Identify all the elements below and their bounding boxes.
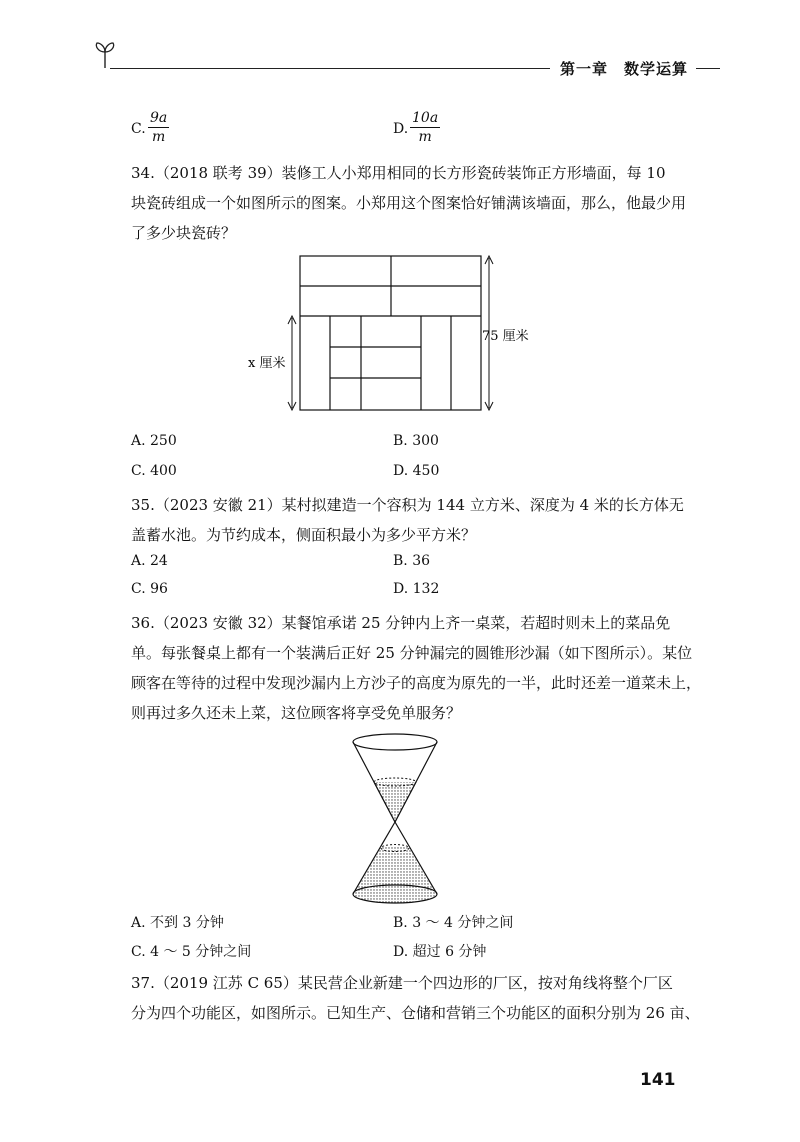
tile-pattern-figure	[248, 250, 529, 420]
q37-line-2: 分为四个功能区，如图所示。已知生产、仓储和营销三个功能区的面积分别为 26 亩、	[131, 1004, 700, 1022]
x-cm-label: x 厘米	[248, 356, 286, 371]
option-c-label: C.	[131, 121, 146, 137]
option-d-label: D.	[393, 121, 409, 137]
sprout-icon	[92, 40, 118, 70]
q36-option-c: C. 4 ～ 5 分钟之间	[131, 944, 252, 960]
q34-option-a: A. 250	[131, 433, 177, 449]
option-d-fraction	[410, 109, 440, 146]
q35-option-a: A. 24	[131, 553, 168, 569]
header-rule-left	[110, 68, 550, 69]
question-35-text	[131, 490, 691, 550]
75-cm-label: 75 厘米	[482, 329, 529, 344]
q36-line-2: 单。每张餐桌上都有一个装满后正好 25 分钟漏完的圆锥形沙漏（如下图所示）。某位	[131, 644, 693, 662]
option-c-numerator: 9a	[150, 110, 168, 126]
upper-sand	[374, 782, 416, 822]
page-number: 141	[640, 1070, 676, 1090]
q34-option-d: D. 450	[393, 463, 440, 479]
option-d-numerator: 10a	[412, 110, 439, 126]
q36-line-3: 顾客在等待的过程中发现沙漏内上方沙子的高度为原先的一半，此时还差一道菜未上，	[131, 674, 702, 692]
header-rule-right	[696, 68, 720, 69]
q36-line-1: 36.（2023 安徽 32）某餐馆承诺 25 分钟内上齐一桌菜，若超时则未上的菜品免	[131, 614, 671, 632]
q35-option-d: D. 132	[393, 581, 440, 597]
question-37-text	[131, 968, 700, 1028]
q36-option-b: B. 3 ～ 4 分钟之间	[393, 915, 514, 931]
q37-line-1: 37.（2019 江苏 C 65）某民营企业新建一个四边形的厂区，按对角线将整个厂区	[131, 974, 673, 992]
upper-cone-top	[353, 734, 437, 750]
q34-line-2: 块瓷砖组成一个如图所示的图案。小郑用这个图案恰好铺满该墙面，那么，他最少用	[131, 194, 687, 212]
q35-option-b: B. 36	[393, 553, 431, 569]
chapter-title: 第一章 数学运算	[560, 60, 689, 78]
hourglass-figure	[340, 730, 450, 908]
q35-line-1: 35.（2023 安徽 21）某村拟建造一个容积为 144 立方米、深度为 4 米的长方体无	[131, 496, 684, 514]
option-c-fraction	[148, 109, 169, 146]
q36-option-a: A. 不到 3 分钟	[131, 915, 224, 931]
option-d-denominator: m	[418, 129, 432, 145]
question-34-text	[131, 158, 691, 248]
question-36-text	[131, 608, 702, 728]
q36-option-d: D. 超过 6 分钟	[393, 944, 487, 960]
q34-option-b: B. 300	[393, 433, 439, 449]
q34-line-3: 了多少块瓷砖？	[131, 224, 237, 242]
q36-line-4: 则再过多久还未上菜，这位顾客将享受免单服务？	[131, 704, 462, 722]
q34-line-1: 34.（2018 联考 39）装修工人小郑用相同的长方形瓷砖装饰正方形墙面，每 10	[131, 164, 666, 182]
lower-sand	[354, 846, 436, 903]
q34-option-c: C. 400	[131, 463, 177, 479]
option-c-denominator: m	[151, 129, 166, 145]
q35-option-c: C. 96	[131, 581, 168, 597]
q35-line-2: 盖蓄水池。为节约成本，侧面积最小为多少平方米？	[131, 526, 477, 544]
